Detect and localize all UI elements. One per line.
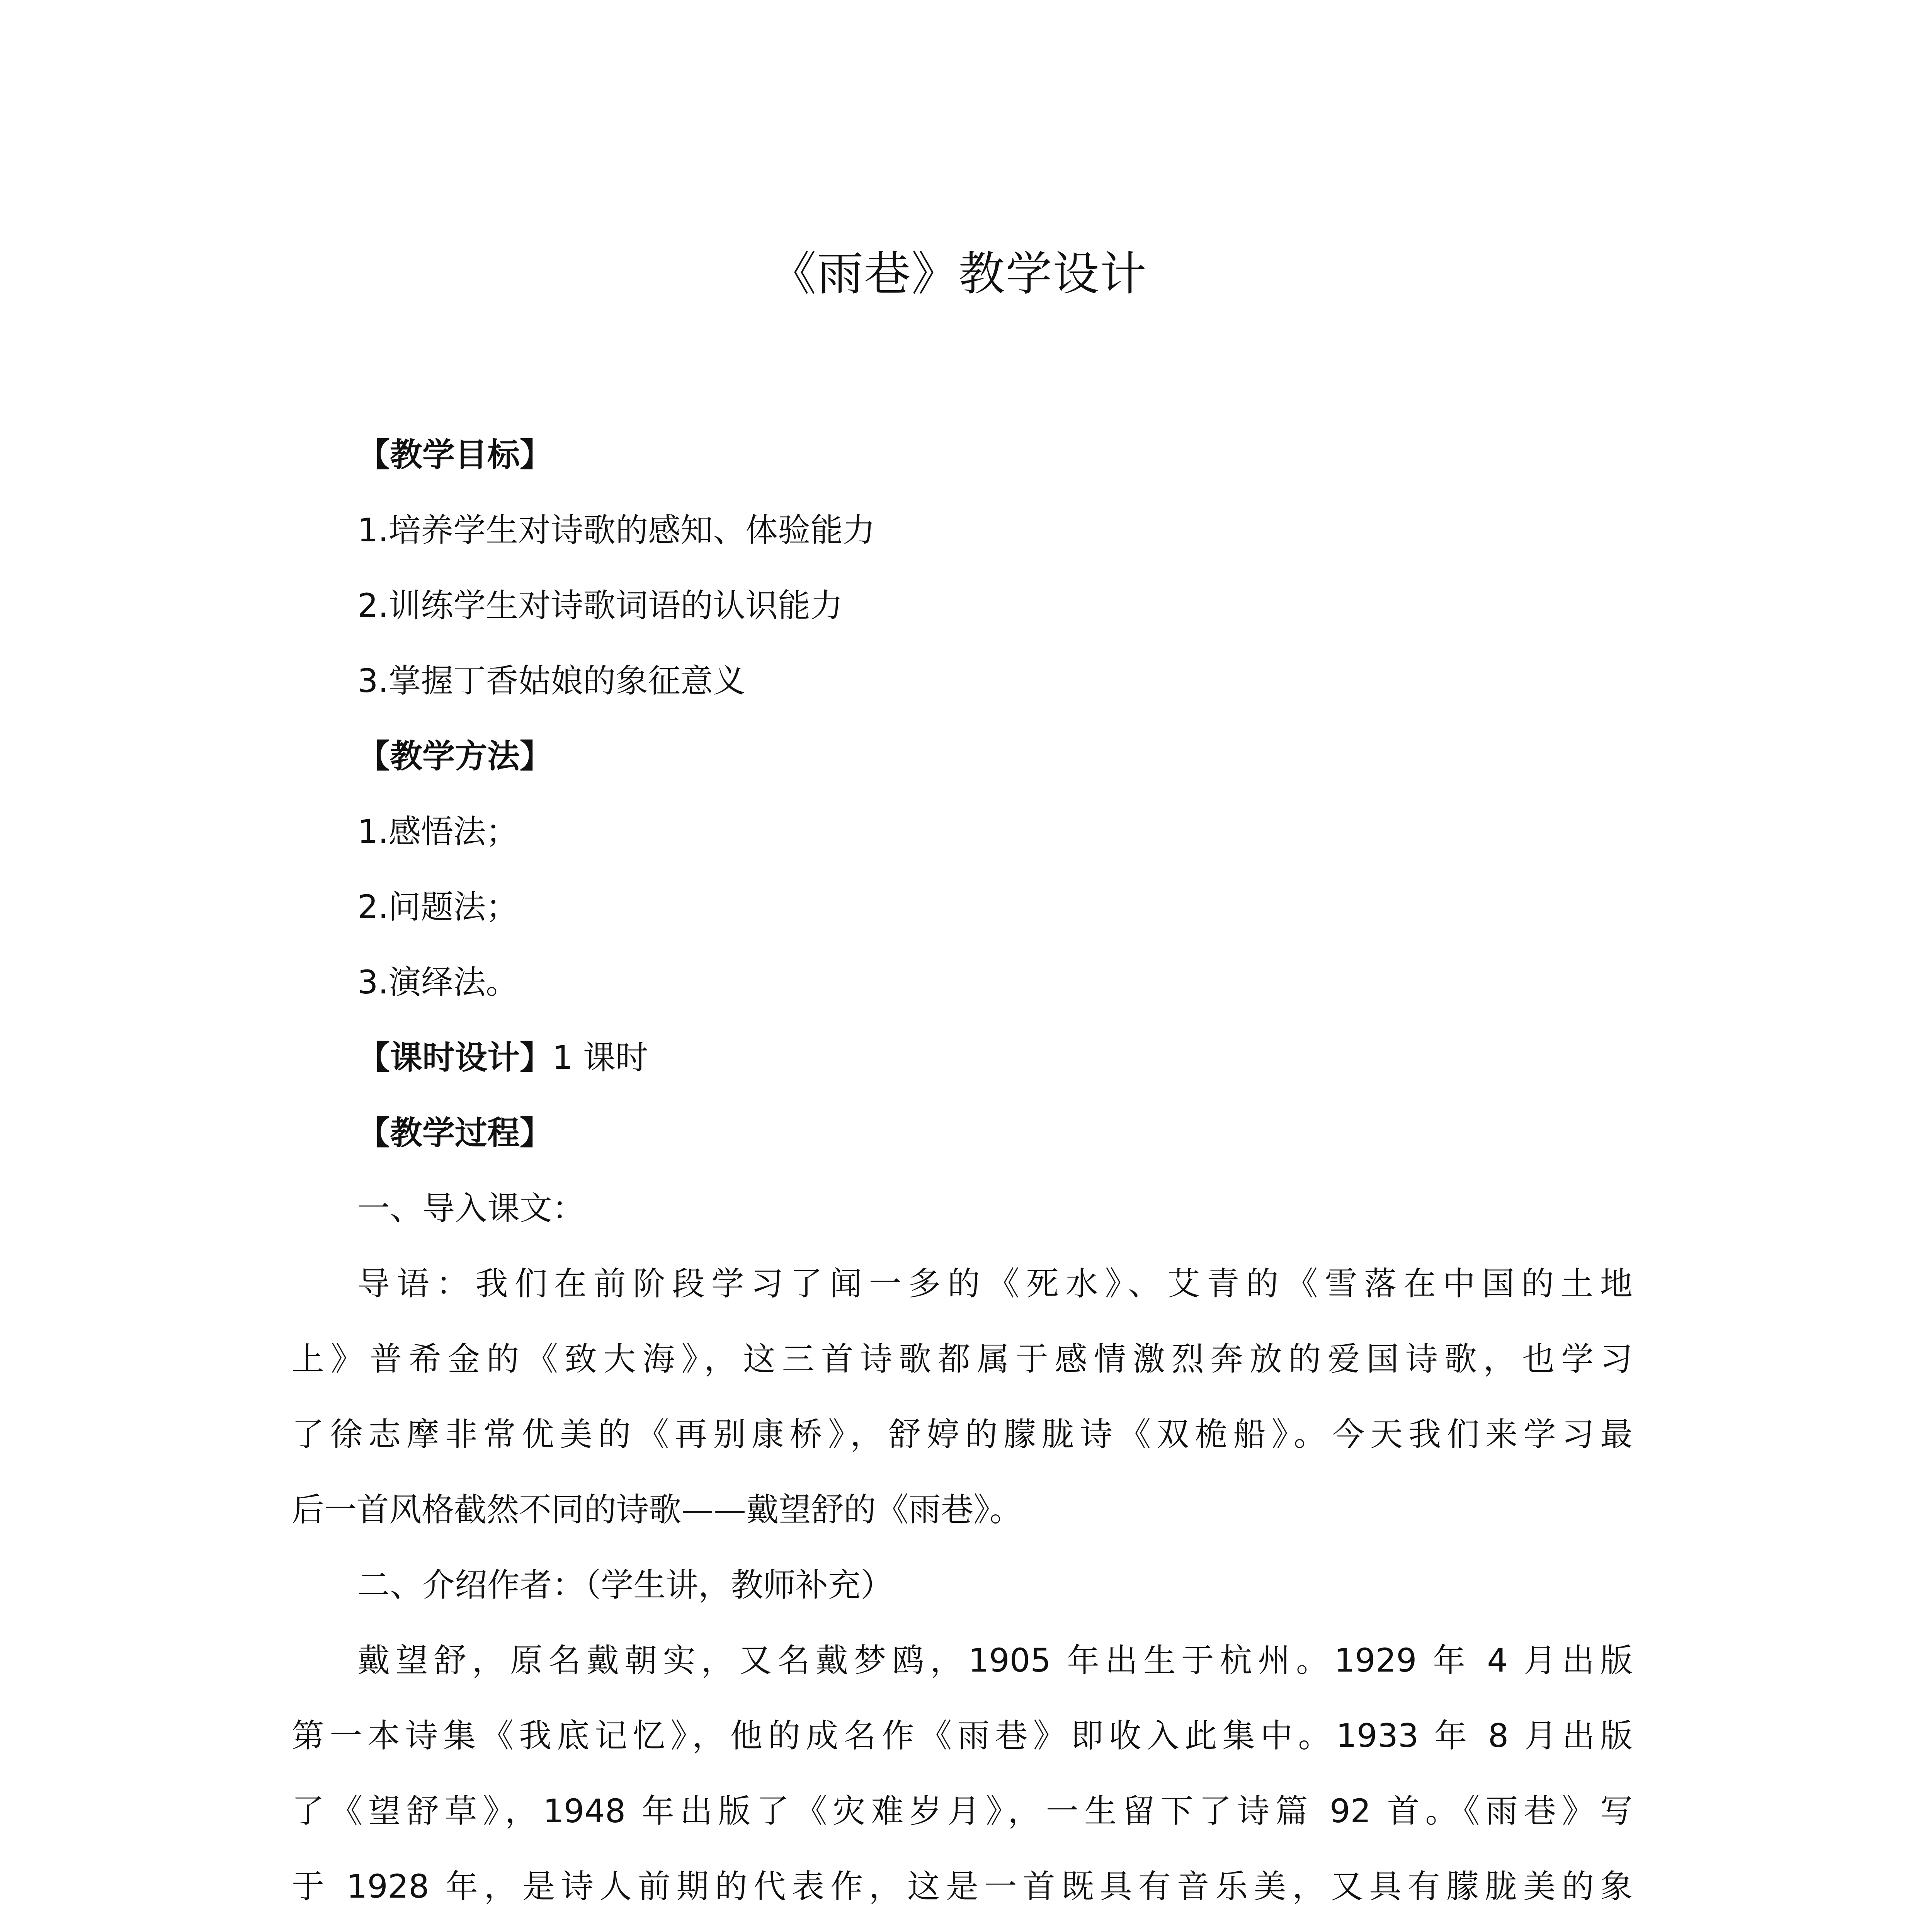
line-text: 二、介绍作者：（学生讲，教师补充） (357, 1566, 893, 1604)
section-heading (292, 719, 1633, 794)
line-text: 戴望舒，原名戴朝实，又名戴梦鸥，1905 年出生于杭州。1929 年 4 月出版 (357, 1641, 1633, 1679)
paragraph-line (292, 869, 1633, 945)
line-text: 3.演绎法。 (357, 963, 519, 1001)
line-text: 2.问题法； (357, 888, 519, 926)
paragraph-line (292, 1171, 1633, 1246)
section-heading-text: 【教学过程】 (357, 1114, 553, 1152)
paragraph-line (292, 1548, 1633, 1623)
line-text: 了《望舒草》，1948 年出版了《灾难岁月》，一生留下了诗篇 92 首。《雨巷》写 (292, 1792, 1633, 1830)
paragraph-line (292, 1623, 1633, 1698)
paragraph-line (292, 945, 1633, 1020)
line-text: 一、导入课文： (357, 1189, 585, 1227)
line-text: 于 1928 年，是诗人前期的代表作，这是一首既具有音乐美，又具有朦胧美的象 (292, 1867, 1633, 1905)
section-heading-text: 【课时设计】 (357, 1039, 553, 1077)
line-text: 1.培养学生对诗歌的感知、体验能力 (357, 511, 876, 549)
line-text: 了徐志摩非常优美的《再别康桥》，舒婷的朦胧诗《双桅船》。今天我们来学习最 (292, 1415, 1633, 1453)
document-body (292, 417, 1633, 1932)
paragraph-line (292, 568, 1633, 643)
paragraph-line (292, 1924, 1633, 1932)
line-text: 导语：我们在前阶段学习了闻一多的《死水》、艾青的《雪落在中国的土地 (357, 1265, 1633, 1303)
paragraph-line (292, 1246, 1633, 1321)
paragraph-line (292, 1397, 1633, 1472)
paragraph-line (292, 1321, 1633, 1397)
class-hours-value: 1 课时 (552, 1039, 648, 1077)
section-heading (292, 1020, 1633, 1095)
section-heading (292, 1095, 1633, 1171)
page-title: 《雨巷》教学设计 (770, 247, 1147, 301)
line-text: 3.掌握丁香姑娘的象征意义 (357, 662, 746, 700)
section-heading (292, 417, 1633, 493)
paragraph-line (292, 493, 1633, 568)
line-text: 1.感悟法； (357, 813, 519, 850)
line-text: 第一本诗集《我底记忆》，他的成名作《雨巷》即收入此集中。1933 年 8 月出版 (292, 1717, 1633, 1755)
paragraph-line (292, 1849, 1633, 1924)
paragraph-line (292, 1774, 1633, 1849)
paragraph-line (292, 794, 1633, 869)
line-text: 2.训练学生对诗歌词语的认识能力 (357, 587, 843, 624)
paragraph-line (292, 643, 1633, 719)
line-text: 后一首风格截然不同的诗歌——戴望舒的《雨巷》。 (292, 1491, 1022, 1529)
paragraph-line (292, 1698, 1633, 1774)
section-heading-text: 【教学目标】 (357, 436, 553, 474)
line-text: 上》普希金的《致大海》，这三首诗歌都属于感情激烈奔放的爱国诗歌，也学习 (292, 1340, 1633, 1378)
section-heading-text: 【教学方法】 (357, 737, 553, 775)
paragraph-line (292, 1472, 1633, 1548)
